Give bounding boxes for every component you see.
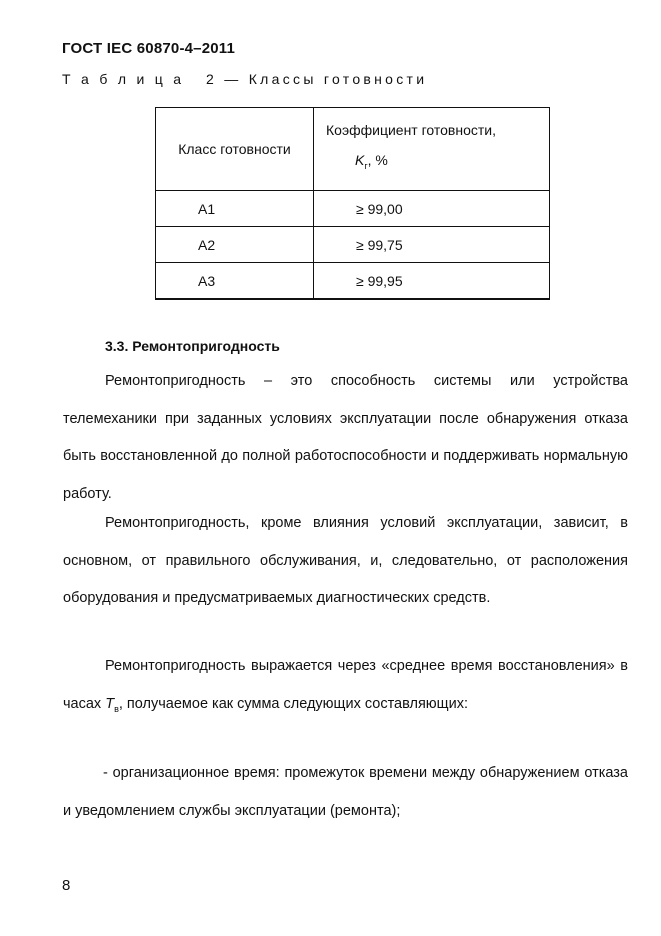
value-cell: ≥ 99,95: [314, 263, 550, 300]
page-number: 8: [62, 877, 71, 894]
time-subscript: в: [114, 703, 119, 714]
class-cell: А3: [156, 263, 314, 300]
value-cell: ≥ 99,75: [314, 227, 550, 263]
time-symbol: T: [105, 695, 115, 712]
class-cell: А2: [156, 227, 314, 263]
coefficient-unit: , %: [367, 151, 388, 168]
paragraph-organizational-time: [63, 755, 628, 830]
coefficient-header-label: Коэффициент готовности,: [326, 121, 496, 138]
paragraph-text: Ремонтопригодность, кроме влияния условий эксплуатации, зависит, в основном, от правильного обслуживания, и, следовательно, от расположения оборудования и предусматриваемых диагностических средств.: [63, 515, 628, 606]
document-standard-header: ГОСТ IEC 60870-4–2011: [62, 40, 236, 57]
column-header-class: Класс готовности: [156, 108, 314, 191]
table-caption: Т а б л и ц а 2 — Классы готовности: [62, 71, 428, 87]
column-header-coefficient: [314, 108, 550, 191]
paragraph-text: Ремонтопригодность – это способность системы или устройства телемеханики при заданных условиях эксплуатации после обнаружения отказа быть восстановленной до полной работоспособности и поддерживать нормальную работу.: [63, 373, 628, 502]
value-cell: ≥ 99,00: [314, 191, 550, 227]
paragraph-text: - организационное время: промежуток времени между обнаружением отказа и уведомлением службы эксплуатации (ремонта);: [63, 765, 628, 819]
section-title: 3.3. Ремонтопригодность: [105, 338, 280, 354]
table-header-row: [156, 108, 550, 191]
table-row: [156, 191, 550, 227]
paragraph-maintainability-definition: [63, 363, 628, 513]
availability-classes-table: [155, 107, 550, 300]
coefficient-symbol: K: [355, 151, 365, 168]
table-row: [156, 227, 550, 263]
paragraph-maintainability-factors: [63, 505, 628, 618]
paragraph-mean-time-to-repair: [63, 648, 628, 728]
coefficient-header-symbol: [326, 152, 549, 171]
paragraph-text: , получаемое как сумма следующих составляющих:: [118, 695, 468, 712]
class-cell: А1: [156, 191, 314, 227]
paragraph-text: Ремонтопригодность выражается через «среднее время восстановления» в часах: [63, 658, 628, 712]
coefficient-subscript: г: [364, 160, 368, 171]
table-row: [156, 263, 550, 300]
